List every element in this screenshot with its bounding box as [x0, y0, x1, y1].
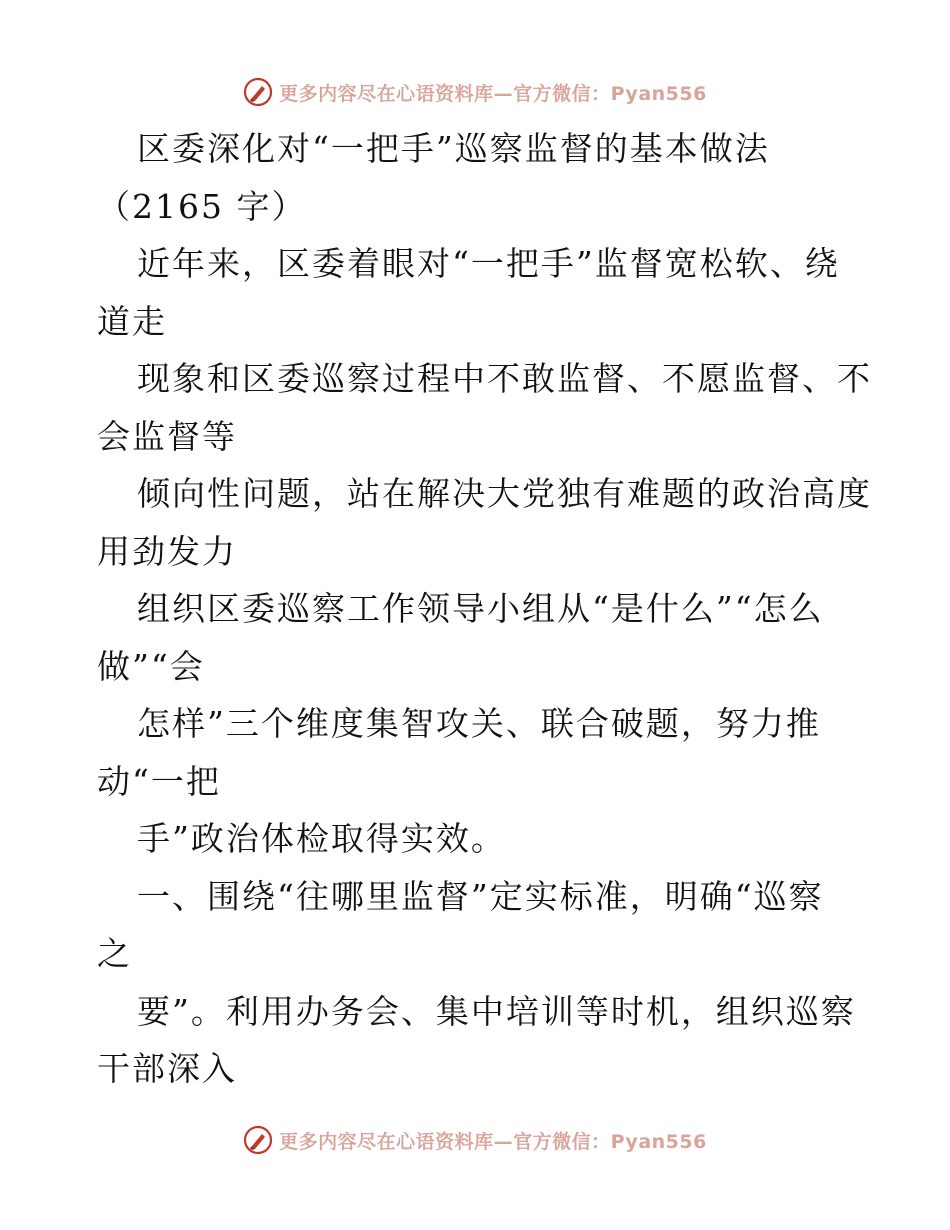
paragraph-line: 要”。利用办务会、集中培训等时机，组织巡察: [137, 991, 856, 1031]
document-title: 区委深化对“一把手”巡察监督的基本做法: [137, 129, 770, 168]
paragraph-line: 近年来，区委着眼对“一把手”监督宽松软、绕: [137, 244, 840, 283]
header-banner: [0, 72, 950, 112]
pen-nib-logo-icon: [243, 77, 273, 107]
paragraph-line: 倾向性问题，站在解决大党独有难题的政治高度: [137, 474, 872, 513]
paragraph-line: 组织区委巡察工作领导小组从“是什么”“怎么: [137, 589, 824, 628]
footer-banner-text: 更多内容尽在心语资料库—官方微信：Pyan556: [279, 1130, 707, 1153]
footer-banner: [0, 1120, 950, 1160]
pen-nib-logo-icon: [243, 1125, 273, 1155]
header-banner-text: 更多内容尽在心语资料库—官方微信：Pyan556: [279, 82, 707, 105]
paragraph-line: 之: [97, 934, 132, 973]
section-heading-line: 一、围绕“往哪里监督”定实标准，明确“巡察: [137, 876, 824, 916]
paragraph-line: 现象和区委巡察过程中不敢监督、不愿监督、不: [137, 359, 872, 398]
paragraph-line: 干部深入: [97, 1049, 237, 1088]
paragraph-line: 怎样”三个维度集智攻关、联合破题，努力推: [137, 704, 821, 743]
paragraph-line: 动“一把: [97, 761, 221, 801]
paragraph-line: 用劲发力: [97, 531, 237, 571]
paragraph-line: 会监督等: [97, 416, 237, 456]
paragraph-line: 道走: [97, 301, 167, 341]
word-count: （2165 字）: [97, 186, 307, 226]
document-body: [97, 120, 872, 1098]
paragraph-line: 做”“会: [97, 646, 205, 686]
paragraph-line: 手”政治体检取得实效。: [137, 819, 506, 858]
